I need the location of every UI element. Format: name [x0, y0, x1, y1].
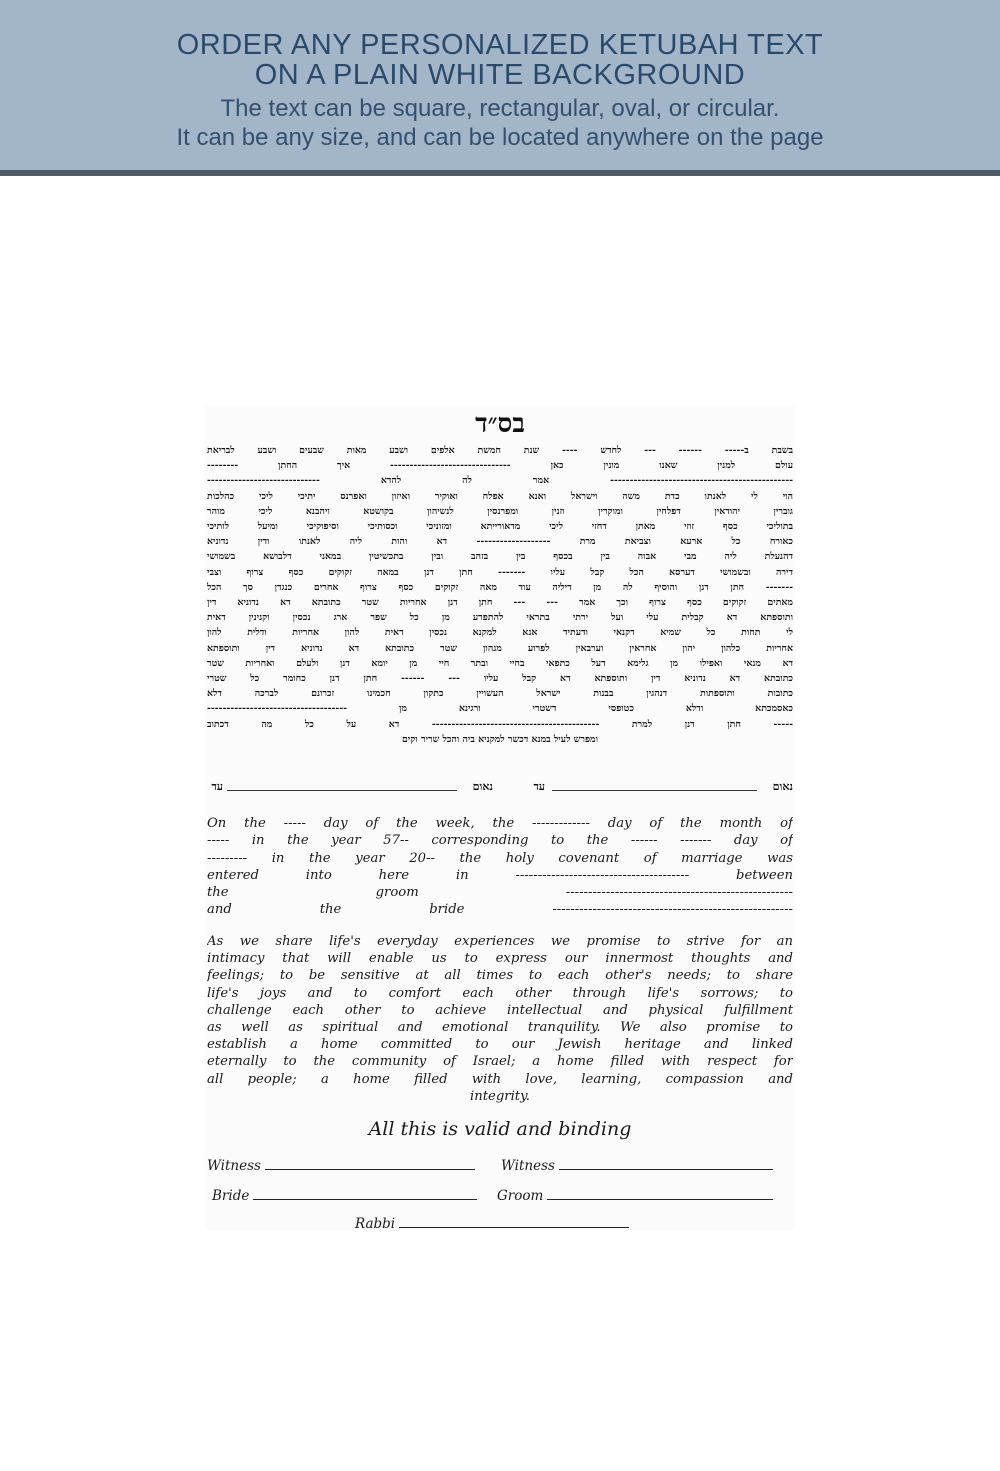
hebrew-text-line: אחריות כלהון יהון אחראין וערבאין לפרוע מנהון שטר כתובתא דא נדוניא דין ותוספתא	[207, 642, 793, 654]
ketubah-document	[205, 405, 795, 1230]
hebrew-signature-row	[207, 780, 793, 798]
rabbi-signature-line[interactable]	[399, 1215, 629, 1228]
hebrew-text-line: בתוליכי כסף זוזי מאתן דחזי ליכי מדאורייתא ומזוניכי וכסותיכי וסיפוקיכי ומיעל לותיכי	[207, 521, 793, 533]
bride-signature-line[interactable]	[253, 1187, 477, 1200]
english-vow-line: as well as spiritual and emotional tranquility. We also promise to	[207, 1020, 793, 1036]
hebrew-witness-label-1: עד	[533, 780, 545, 793]
groom-label: Groom	[497, 1188, 544, 1204]
witness-label-1: Witness	[207, 1158, 261, 1174]
hebrew-text-line: כתובתא דא נדוניא דין ותוספתא דא קבל עליו --- ------ חתן דנן כחומר כל שטרי	[207, 673, 793, 685]
witness-signature-2	[501, 1157, 773, 1174]
hebrew-text-line: ----- חתן דנן למרת ------------------------------------------- דא על כל מה דכתוב	[207, 718, 793, 730]
hebrew-text-line: לי תחות כל שמיא דקנאי ודעתיד אנא למקנא נכסין דאית להון אחריות ודלית להון	[207, 627, 793, 639]
hebrew-text-line: ------- חתן דנן והוסיף לה מן דיליה עוד מאה זקוקים כסף צרוף אחרים כנגדן סך הכל	[207, 581, 793, 593]
witness-signature-line-1[interactable]	[265, 1157, 475, 1170]
english-vow-line: establish a home committed to our Jewish heritage and linked	[207, 1037, 793, 1053]
rabbi-signature	[355, 1215, 629, 1232]
english-vow-paragraph	[207, 933, 793, 1105]
english-vow-line: all people; a home filled with love, learning, compassion and	[207, 1071, 793, 1087]
rabbi-label: Rabbi	[355, 1216, 396, 1232]
hebrew-text-line: כאסמכתא ודלא כטופסי דשטרי ורגינא מן ------------------------------------	[207, 703, 793, 715]
english-date-line: the groom ---------------------------------------------------	[207, 885, 793, 901]
header-banner	[0, 0, 1000, 170]
witness-signature-1	[207, 1157, 475, 1174]
hebrew-text	[207, 443, 793, 747]
english-date-line: entered into here in --------------------------------------- between	[207, 867, 793, 883]
english-vow-line: integrity.	[470, 1088, 530, 1104]
hebrew-text-line: ----------------------------------------------- אמר לה להדא -----------------------------	[207, 475, 793, 487]
hebrew-text-line: מאתים זקוקים כסף צרוף וכך אמר --- --- חתן דנן אחריות שטר כתובתא דא נדוניא דין	[207, 597, 793, 609]
bride-signature	[212, 1187, 477, 1204]
english-vow-line: feelings; to be sensitive at all times to each other's needs; to share	[207, 968, 793, 984]
hebrew-text-line: גוברין יהודאין דפלחין ומוקרין וזנין ומפרנסין לנשיהון בקושטא ויהבנא ליכי מוהר	[207, 505, 793, 517]
hebrew-text-line: בשבת ב----- ------ --- לחדש ---- שנת חמשת אלפים ושבע מאות שבעים ושבע לבריאת	[207, 445, 793, 456]
english-date-line: On the ----- day of the week, the ------------- day of the month of	[207, 816, 793, 831]
hebrew-text-line: דא מנאי ואפילו מן גלימא דעל כתפאי בחיי ובתר חיי מן יומא דנן ולעלם ואחריות שטר	[207, 657, 793, 669]
english-vow-line: As we share life's everyday experiences we promise to strive for an	[207, 934, 793, 949]
english-date-line: ----- in the year 57-- corresponding to the ------ ------- day of	[207, 833, 793, 849]
witness-label-2: Witness	[501, 1158, 555, 1174]
hebrew-text-line: ותוספתא דא קבלית עלי ועל ירתי בתראי להתפרע מן כל שפר ארג נכסין וקנינין דאית	[207, 612, 793, 624]
witness-signature-line-2[interactable]	[559, 1157, 773, 1170]
hebrew-witness-label-2: עד	[211, 780, 223, 793]
hebrew-text-line: כתובות ותוספתות דנהגין בבנות ישראל העשויין כתקון חכמינו זכרונם לברכה דלא	[207, 688, 793, 700]
banner-title	[0, 30, 1000, 90]
hebrew-text-line: עולם למנין שאנו מונין כאן ------------------------------- איך החתן --------	[207, 460, 793, 472]
hebrew-text-line: דירה ובשמושי דערסא הכל קבל עליו ------- חתן דנן במאה זקוקים כסף צרוף וצבי	[207, 566, 793, 578]
english-date-line: and the bride ------------------------------------------------------	[207, 902, 793, 918]
banner-title-line-1: ORDER ANY PERSONALIZED KETUBAH TEXT	[176, 29, 824, 61]
groom-signature-line[interactable]	[547, 1187, 773, 1200]
hebrew-signature-line-1[interactable]	[552, 778, 757, 791]
binding-statement: All this is valid and binding	[368, 1118, 632, 1140]
hebrew-title: בס״ד	[475, 409, 525, 439]
groom-signature	[497, 1187, 773, 1204]
english-vow-line: eternally to the community of Israel; a home filled with respect for	[207, 1054, 793, 1070]
hebrew-text-line: כאורח כל ארעא וצביאת מרת ------------------- דא והות ליה לאנתו ודין נדוניא	[207, 536, 793, 548]
english-date-paragraph	[207, 815, 793, 919]
hebrew-neum-label-1: נאום	[772, 780, 793, 793]
bride-label: Bride	[212, 1188, 250, 1204]
english-vow-line: intimacy that will enable us to express our innermost thoughts and	[207, 951, 793, 967]
english-date-line: --------- in the year 20-- the holy covenant of marriage was	[207, 850, 793, 866]
banner-subtitle	[0, 94, 1000, 152]
hebrew-text-line: הוי לי לאנתו כדת משה וישראל ואנא אפלח ואוקיר ואיזון ואפרנס יתיכי ליכי כהלכות	[207, 490, 793, 502]
banner-title-line-2: ON A PLAIN WHITE BACKGROUND	[254, 59, 746, 91]
hebrew-text-line: דהנעלת ליה מבי אבוה בין בכסף בין בזהב ובין בתכשיטין במאני דלבושא בשמושי	[207, 551, 793, 563]
hebrew-text-line: ומפרש לעיל במנא דכשר למקניא ביה והכל שריר וקים	[401, 733, 599, 745]
banner-subtitle-line-2: It can be any size, and can be located anywhere on the page	[176, 124, 824, 151]
english-vow-line: challenge each other to achieve intellectual and physical fulfillment	[207, 1002, 793, 1018]
hebrew-neum-label-2: נאום	[472, 780, 493, 793]
banner-divider	[0, 170, 1000, 176]
english-vow-line: life's joys and to comfort each other through life's sorrows; to	[207, 985, 793, 1001]
banner-subtitle-line-1: The text can be square, rectangular, oval, or circular.	[220, 95, 780, 122]
